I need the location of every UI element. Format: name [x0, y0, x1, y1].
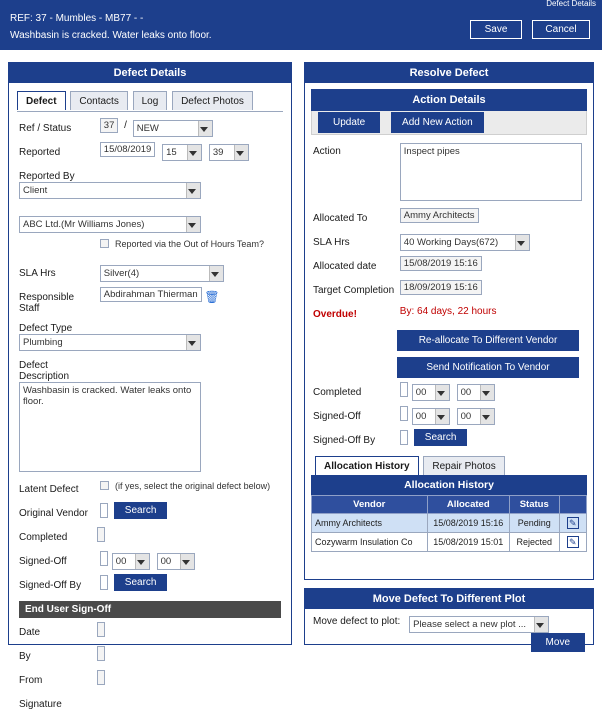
action-signed-off-by-label: Signed-Off By [313, 435, 376, 446]
defect-type-select[interactable] [19, 334, 201, 351]
signed-off-by-label: Signed-Off By [19, 580, 82, 591]
latent-defect-hint: (if yes, select the original defect below) [115, 481, 271, 491]
resolve-defect-panel [304, 62, 594, 580]
end-user-from-label: From [19, 675, 43, 686]
target-completion-label: Target Completion [313, 285, 395, 296]
defect-description-row [19, 357, 281, 475]
responsible-staff-row [19, 289, 281, 314]
col-status: Status [510, 496, 560, 514]
action-completed-label: Completed [313, 387, 362, 398]
signed-off-by-input[interactable] [100, 575, 108, 590]
signed-off-hour-value: 00 [115, 556, 127, 567]
ref-status-separator: / [124, 120, 127, 131]
sla-hrs-label: SLA Hrs [19, 268, 56, 279]
status-select-value: NEW [136, 123, 159, 134]
defect-description-textarea[interactable] [19, 382, 201, 472]
chevron-down-icon [515, 235, 529, 250]
reported-hour-select[interactable] [162, 144, 202, 161]
reported-by-row [19, 168, 281, 199]
col-vendor: Vendor [312, 496, 428, 514]
cancel-button[interactable]: Cancel [532, 20, 590, 39]
reported-hour-value: 15 [166, 147, 177, 158]
overdue-row [313, 306, 585, 324]
defect-ref-line: REF: 37 - Mumbles - MB77 - - [10, 13, 144, 24]
window-title-label: Defect Details [546, 0, 596, 8]
move-defect-plot-value: Please select a new plot ... [413, 619, 527, 630]
defect-description-line: Washbasin is cracked. Water leaks onto floor. [10, 30, 212, 41]
action-signed-off-by-row [313, 432, 585, 450]
action-signed-off-hour-value: 00 [415, 411, 427, 422]
reported-by-contact-value: ABC Ltd.(Mr Williams Jones) [23, 219, 145, 230]
defect-tabs [17, 91, 291, 111]
chevron-down-icon [186, 217, 200, 232]
tab-contacts[interactable]: Contacts [70, 91, 127, 110]
end-user-date-input[interactable] [97, 622, 105, 637]
end-user-by-row [19, 648, 281, 666]
action-signed-off-by-search-button[interactable]: Search [414, 429, 468, 446]
defect-type-value: Plumbing [23, 337, 63, 348]
action-details-title: Action Details [311, 89, 587, 111]
cell-vendor: Cozywarm Insulation Co [312, 533, 428, 552]
defect-form [9, 112, 291, 714]
save-button[interactable]: Save [470, 20, 522, 39]
reported-minute-value: 39 [212, 147, 224, 158]
chevron-down-icon [209, 266, 223, 281]
window-title-strip [0, 0, 602, 8]
action-sla-hrs-label: SLA Hrs [313, 237, 350, 248]
original-vendor-row [19, 505, 281, 523]
allocation-history-title: Allocation History [311, 475, 587, 495]
tab-defect-photos[interactable]: Defect Photos [172, 91, 253, 110]
cell-edit[interactable] [559, 514, 587, 533]
history-tabs [315, 456, 593, 475]
allocated-date-row [313, 258, 585, 276]
move-button[interactable]: Move [531, 633, 585, 652]
action-sla-hrs-row [313, 234, 585, 252]
chevron-down-icon [186, 335, 200, 350]
col-edit [559, 496, 587, 514]
allocated-to-label: Allocated To [313, 213, 368, 224]
chevron-down-icon [198, 121, 212, 136]
col-allocated: Allocated [427, 496, 510, 514]
cell-status: Pending [510, 514, 560, 533]
chevron-down-icon [480, 385, 494, 400]
chevron-down-icon [435, 409, 449, 424]
end-user-signature-label: Signature [19, 699, 62, 710]
allocated-date-field: 15/08/2019 15:16 [400, 256, 482, 271]
defect-header [0, 8, 602, 50]
action-signed-off-minute-value: 00 [460, 411, 472, 422]
defect-type-row [19, 320, 281, 351]
action-completed-minute-select[interactable] [457, 384, 495, 401]
move-defect-row [305, 609, 593, 648]
action-signed-off-row [313, 408, 585, 426]
reported-by-contact-select[interactable] [19, 216, 201, 233]
signed-off-minute-select[interactable] [157, 553, 195, 570]
action-completed-minute-value: 00 [460, 387, 472, 398]
allocated-to-row [313, 210, 585, 228]
signed-off-hour-select[interactable] [112, 553, 150, 570]
reported-minute-select[interactable] [209, 144, 249, 161]
latent-defect-row [19, 481, 281, 499]
tab-log[interactable]: Log [133, 91, 168, 110]
cell-status: Rejected [510, 533, 560, 552]
sla-hrs-row [19, 265, 281, 283]
action-completed-row [313, 384, 585, 402]
status-select[interactable] [133, 120, 213, 137]
responsible-staff-input[interactable]: Abdirahman Thierman [100, 287, 202, 302]
overdue-value: By: 64 days, 22 hours [399, 306, 497, 317]
reported-row [19, 144, 281, 162]
end-user-signoff-bar: End User Sign-Off [19, 601, 281, 618]
original-vendor-input[interactable] [100, 503, 108, 518]
action-signed-off-date-input[interactable] [400, 406, 408, 421]
overdue-label: Overdue! [313, 309, 357, 320]
chevron-down-icon [180, 554, 194, 569]
original-vendor-label: Original Vendor [19, 508, 88, 519]
completed-row [19, 529, 281, 547]
reported-date-input[interactable]: 15/08/2019 [100, 142, 156, 157]
end-user-signature-row [19, 696, 281, 714]
responsible-staff-label: Responsible Staff [19, 292, 75, 314]
table-row[interactable] [312, 514, 587, 533]
target-completion-field: 18/09/2019 15:16 [400, 280, 482, 295]
ref-field: 37 [100, 118, 119, 133]
end-user-by-label: By [19, 651, 31, 662]
edit-icon[interactable]: ✎ [567, 536, 579, 548]
signed-off-by-row [19, 577, 281, 595]
signed-off-date-input[interactable] [100, 551, 108, 566]
signed-off-row [19, 553, 281, 571]
allocated-to-field: Ammy Architects [400, 208, 479, 223]
table-header-row [312, 496, 587, 514]
original-vendor-search-button[interactable]: Search [114, 502, 168, 519]
end-user-date-row [19, 624, 281, 642]
resolve-defect-title: Resolve Defect [305, 63, 593, 83]
defect-details-panel [8, 62, 292, 710]
defect-description-label: Defect Description [19, 360, 70, 382]
action-completed-date-input[interactable] [400, 382, 408, 397]
action-signed-off-minute-select[interactable] [457, 408, 495, 425]
defect-type-label: Defect Type [19, 323, 73, 334]
cell-edit[interactable] [559, 533, 587, 552]
tab-repair-photos[interactable]: Repair Photos [423, 456, 504, 475]
chevron-down-icon [234, 145, 248, 160]
update-button[interactable]: Update [318, 112, 380, 133]
move-defect-label: Move defect to plot: [313, 616, 401, 627]
out-of-hours-spacer [19, 239, 97, 242]
signed-off-by-search-button[interactable]: Search [114, 574, 168, 591]
end-user-from-input[interactable] [97, 670, 105, 685]
move-defect-panel [304, 588, 594, 648]
reallocate-row [313, 330, 585, 351]
ref-status-row [19, 120, 281, 138]
end-user-date-label: Date [19, 627, 41, 638]
ref-status-label: Ref / Status [19, 123, 72, 134]
end-user-by-input[interactable] [97, 646, 105, 661]
chevron-down-icon [186, 183, 200, 198]
edit-icon[interactable]: ✎ [567, 517, 579, 529]
cell-allocated: 15/08/2019 15:01 [427, 533, 510, 552]
action-completed-hour-value: 00 [415, 387, 427, 398]
reported-by-type-value: Client [23, 185, 48, 196]
reallocate-vendor-button[interactable]: Re-allocate To Different Vendor [397, 330, 579, 351]
move-defect-plot-select[interactable] [409, 616, 549, 633]
defect-details-title: Defect Details [9, 63, 291, 83]
signed-off-label: Signed-Off [19, 556, 67, 567]
tab-allocation-history[interactable]: Allocation History [315, 456, 419, 475]
reported-by-contact-row [19, 205, 281, 233]
action-completed-hour-select[interactable] [412, 384, 450, 401]
completed-label: Completed [19, 532, 68, 543]
end-user-from-row [19, 672, 281, 690]
action-buttons-bar [311, 111, 587, 135]
tab-defect[interactable]: Defect [17, 91, 66, 110]
action-sla-hrs-value: 40 Working Days(672) [403, 237, 499, 248]
allocated-date-label: Allocated date [313, 261, 377, 272]
delete-icon[interactable]: 🗑 [204, 290, 220, 304]
reported-label: Reported [19, 147, 61, 158]
add-new-action-button[interactable]: Add New Action [391, 112, 484, 133]
table-row[interactable] [312, 533, 587, 552]
chevron-down-icon [480, 409, 494, 424]
action-sla-hrs-select[interactable] [400, 234, 530, 251]
action-signed-off-label: Signed-Off [313, 411, 361, 422]
out-of-hours-label: Reported via the Out of Hours Team? [115, 239, 264, 249]
out-of-hours-row [19, 239, 281, 257]
out-of-hours-checkbox[interactable] [100, 239, 109, 248]
signed-off-minute-value: 00 [160, 556, 172, 567]
cell-vendor: Ammy Architects [312, 514, 428, 533]
allocation-history-table [311, 495, 587, 552]
send-notification-button[interactable]: Send Notification To Vendor [397, 357, 579, 378]
action-row [313, 143, 585, 204]
chevron-down-icon [534, 617, 548, 632]
cell-allocated: 15/08/2019 15:16 [427, 514, 510, 533]
action-signed-off-hour-select[interactable] [412, 408, 450, 425]
chevron-down-icon [435, 385, 449, 400]
move-defect-title: Move Defect To Different Plot [305, 589, 593, 609]
send-notification-row [313, 357, 585, 378]
sla-hrs-value: Silver(4) [103, 268, 140, 279]
latent-defect-checkbox[interactable] [100, 481, 109, 490]
action-form [305, 135, 593, 450]
action-label: Action [313, 146, 341, 157]
reported-by-label: Reported By [19, 171, 75, 182]
action-textarea[interactable] [400, 143, 582, 201]
action-signed-off-by-input[interactable] [400, 430, 408, 445]
target-completion-row [313, 282, 585, 300]
sla-hrs-select[interactable] [100, 265, 224, 282]
chevron-down-icon [187, 145, 201, 160]
reported-by-contact-spacer [19, 205, 97, 208]
reported-by-type-select[interactable] [19, 182, 201, 199]
chevron-down-icon [135, 554, 149, 569]
completed-input[interactable] [97, 527, 105, 542]
latent-defect-label: Latent Defect [19, 484, 79, 495]
